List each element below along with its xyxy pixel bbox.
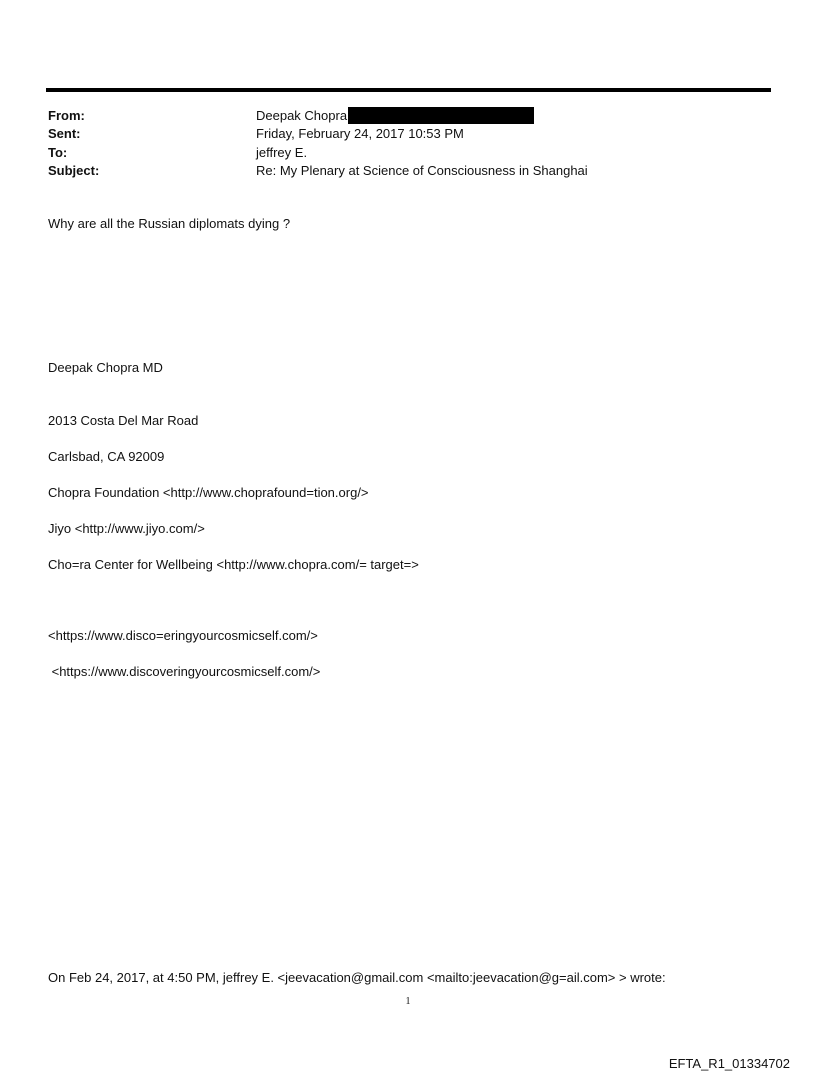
to-label: To: — [48, 145, 68, 160]
sent-label: Sent: — [48, 126, 81, 141]
from-label: From: — [48, 108, 85, 123]
cosmic-self-link-1[interactable]: <https://www.disco=eringyourcosmicself.com/> — [48, 628, 318, 643]
message-text: Why are all the Russian diplomats dying ? — [48, 216, 291, 231]
header-divider — [46, 88, 771, 92]
document-id: EFTA_R1_01334702 — [668, 1056, 790, 1071]
subject-label: Subject: — [48, 163, 100, 178]
address-line-1: 2013 Costa Del Mar Road — [48, 413, 199, 428]
chopra-center-link[interactable]: Cho=ra Center for Wellbeing <http://www.chopra.com/= target=> — [48, 557, 419, 572]
chopra-foundation-link[interactable]: Chopra Foundation <http://www.choprafound=tion.org/> — [48, 485, 369, 500]
to-value: jeffrey E. — [256, 145, 308, 160]
redaction-block — [348, 107, 534, 124]
from-value — [256, 107, 534, 125]
sent-value: Friday, February 24, 2017 10:53 PM — [256, 126, 464, 141]
cosmic-self-link-2[interactable]: <https://www.discoveringyourcosmicself.com/> — [48, 664, 321, 679]
sender-name: Deepak Chopra — [256, 108, 348, 123]
jiyo-link[interactable]: Jiyo <http://www.jiyo.com/> — [48, 521, 205, 536]
page-number: 1 — [405, 996, 411, 1007]
subject-value: Re: My Plenary at Science of Consciousness in Shanghai — [256, 163, 588, 178]
quoted-intro: On Feb 24, 2017, at 4:50 PM, jeffrey E. <jeevacation@gmail.com <mailto:jeevacation@g=ail.com> > wrote: — [48, 970, 666, 985]
signature-name: Deepak Chopra MD — [48, 360, 163, 375]
address-line-2: Carlsbad, CA 92009 — [48, 449, 165, 464]
